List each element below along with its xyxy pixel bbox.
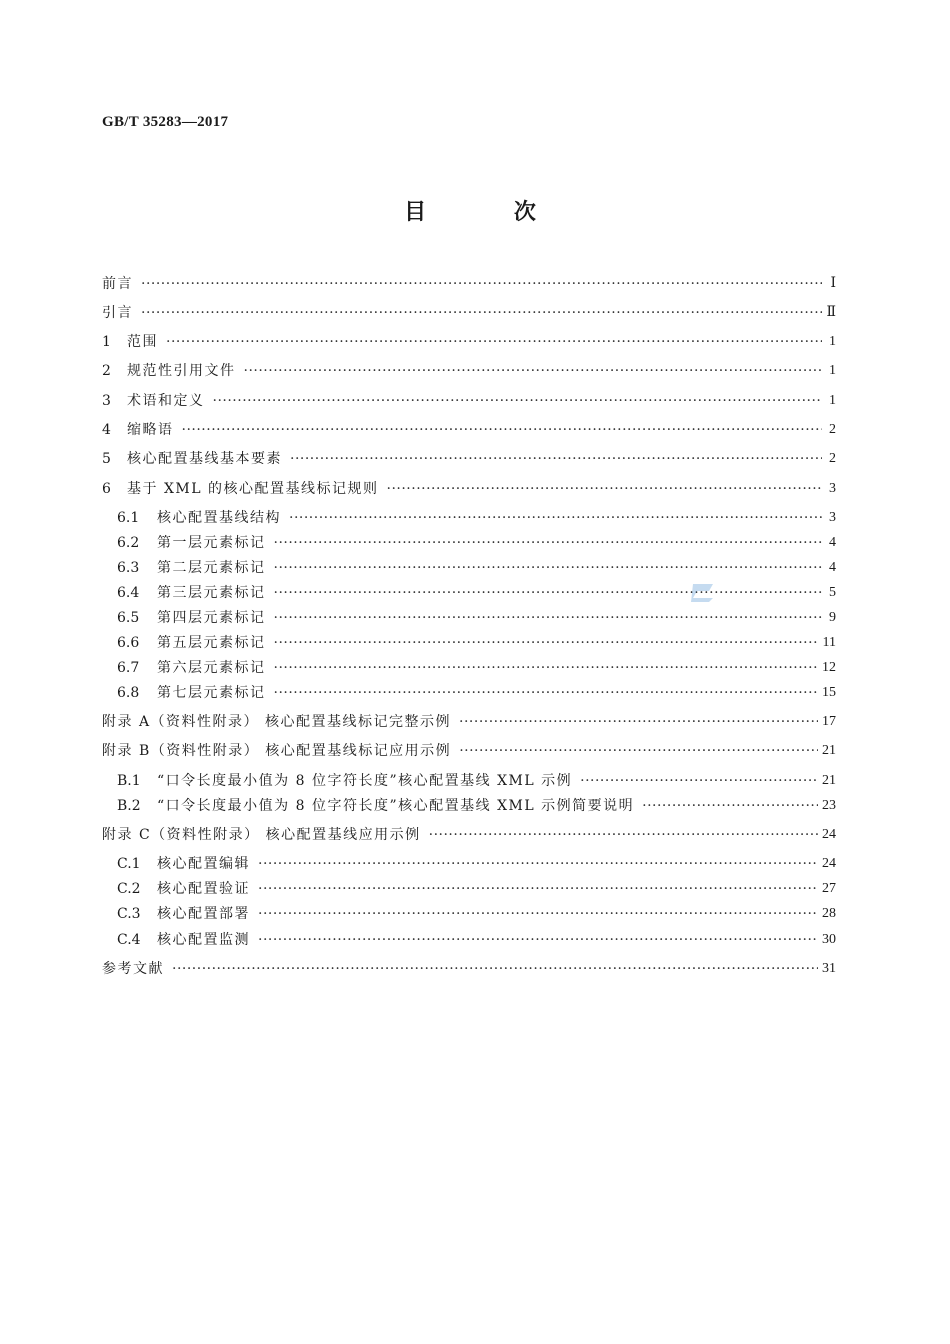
toc-entry-number: 6.3 xyxy=(117,560,140,576)
toc-entry-label: 前言 xyxy=(102,276,133,292)
toc-entry[interactable] xyxy=(117,878,836,900)
dot-leader xyxy=(642,795,818,817)
toc-entry-page-number: 24 xyxy=(822,827,836,842)
toc-entry-page-number: 21 xyxy=(822,773,836,788)
toc-entry[interactable] xyxy=(102,331,836,353)
dot-leader xyxy=(274,607,823,629)
dot-leader xyxy=(244,360,823,382)
toc-entry-number: C.4 xyxy=(117,932,141,948)
toc-entry-number: 6.4 xyxy=(117,585,140,601)
toc-entry-number: C.1 xyxy=(117,856,141,872)
toc-entry-label: 第五层元素标记 xyxy=(157,635,266,651)
toc-entry-page-number: 4 xyxy=(829,535,836,550)
toc-entry-label: 第四层元素标记 xyxy=(157,610,266,626)
dot-leader xyxy=(213,390,823,412)
toc-entry-label: 核心配置基线结构 xyxy=(157,510,281,526)
toc-entry-page-number: 12 xyxy=(822,660,836,675)
toc-entry-number: 6.8 xyxy=(117,685,140,701)
toc-entry-label: 第七层元素标记 xyxy=(157,685,266,701)
dot-leader xyxy=(290,448,822,470)
toc-entry-number: C.2 xyxy=(117,881,141,897)
toc-entry-label: 附录 A（资料性附录） 核心配置基线标记完整示例 xyxy=(102,714,452,730)
watermark-logo-icon xyxy=(689,580,717,604)
toc-entry[interactable] xyxy=(117,532,836,554)
toc-entry-page-number: 23 xyxy=(822,798,836,813)
toc-entry[interactable] xyxy=(102,302,836,324)
dot-leader xyxy=(258,903,818,925)
dot-leader xyxy=(387,478,823,500)
toc-entry[interactable] xyxy=(102,360,836,382)
dot-leader xyxy=(258,878,818,900)
toc-entry[interactable] xyxy=(117,853,836,875)
toc-entry[interactable] xyxy=(102,478,836,500)
toc-entry-label: 核心配置部署 xyxy=(157,906,250,922)
toc-entry-label: 第二层元素标记 xyxy=(157,560,266,576)
toc-entry-page-number: 1 xyxy=(829,334,836,349)
toc-entry-page-number: Ⅱ xyxy=(826,305,836,320)
toc-entry[interactable] xyxy=(102,390,836,412)
toc-entry-page-number: 11 xyxy=(822,635,836,650)
toc-entry-page-number: 24 xyxy=(822,856,836,871)
toc-entry-label: 术语和定义 xyxy=(127,393,205,409)
dot-leader xyxy=(274,582,823,604)
toc-entry-number: 6.7 xyxy=(117,660,140,676)
toc-entry-label: 引言 xyxy=(102,305,133,321)
dot-leader xyxy=(459,711,818,733)
toc-entry-page-number: 27 xyxy=(822,881,836,896)
toc-entry[interactable] xyxy=(117,557,836,579)
toc-entry-label: 参考文献 xyxy=(102,961,164,977)
toc-entry-label: 核心配置编辑 xyxy=(157,856,250,872)
toc-entry-label: 核心配置监测 xyxy=(157,932,250,948)
toc-entry[interactable] xyxy=(102,711,836,733)
toc-entry-label: 核心配置基线基本要素 xyxy=(127,451,282,467)
toc-entry-number: 3 xyxy=(102,393,111,409)
toc-entry[interactable] xyxy=(102,740,836,762)
dot-leader xyxy=(258,929,818,951)
toc-entry-page-number: 3 xyxy=(829,510,836,525)
toc-title: 目 次 xyxy=(404,200,576,225)
toc-entry-label: 规范性引用文件 xyxy=(127,363,236,379)
toc-entry[interactable] xyxy=(117,770,836,792)
dot-leader xyxy=(580,770,818,792)
toc-entry-page-number: 2 xyxy=(829,451,836,466)
toc-entry[interactable] xyxy=(117,795,836,817)
toc-entry[interactable] xyxy=(117,682,836,704)
toc-entry[interactable] xyxy=(117,582,836,604)
toc-entry-number: 6.1 xyxy=(117,510,140,526)
toc-entry[interactable] xyxy=(117,507,836,529)
toc-entry-page-number: 3 xyxy=(829,481,836,496)
toc-entry[interactable] xyxy=(117,632,836,654)
toc-entry-label: 第三层元素标记 xyxy=(157,585,266,601)
toc-entry-number: 1 xyxy=(102,334,111,350)
table-of-contents xyxy=(102,0,836,1344)
toc-entry-page-number: 2 xyxy=(829,422,836,437)
dot-leader xyxy=(258,853,818,875)
toc-entry[interactable] xyxy=(102,419,836,441)
toc-entry[interactable] xyxy=(117,929,836,951)
toc-entry-label: 范围 xyxy=(127,334,158,350)
dot-leader xyxy=(459,740,818,762)
toc-entry[interactable] xyxy=(102,448,836,470)
toc-entry-page-number: 31 xyxy=(822,961,836,976)
toc-entry[interactable] xyxy=(117,607,836,629)
dot-leader xyxy=(274,632,819,654)
toc-entry-page-number: 30 xyxy=(822,932,836,947)
toc-entry[interactable] xyxy=(117,657,836,679)
toc-entry[interactable] xyxy=(102,273,836,295)
dot-leader xyxy=(166,331,822,353)
toc-entry-label: 第一层元素标记 xyxy=(157,535,266,551)
toc-entry-page-number: 5 xyxy=(829,585,836,600)
toc-entry-label: “口令长度最小值为 8 位字符长度”核心配置基线 XML 示例简要说明 xyxy=(157,798,635,814)
toc-entry-label: 核心配置验证 xyxy=(157,881,250,897)
toc-entry-number: B.2 xyxy=(117,798,141,814)
dot-leader xyxy=(274,657,819,679)
dot-leader xyxy=(182,419,823,441)
dot-leader xyxy=(429,824,818,846)
toc-entry[interactable] xyxy=(117,903,836,925)
toc-entry-number: C.3 xyxy=(117,906,141,922)
toc-entry-label: “口令长度最小值为 8 位字符长度”核心配置基线 XML 示例 xyxy=(157,773,573,789)
toc-entry-number: 4 xyxy=(102,422,111,438)
toc-entry-number: 6.2 xyxy=(117,535,140,551)
toc-entry-number: 2 xyxy=(102,363,111,379)
standard-code: GB/T 35283—2017 xyxy=(102,114,229,130)
dot-leader xyxy=(274,682,819,704)
toc-entry-page-number: 15 xyxy=(822,685,836,700)
dot-leader xyxy=(289,507,822,529)
toc-entry-page-number: 9 xyxy=(829,610,836,625)
dot-leader xyxy=(141,302,822,324)
toc-entry-number: 6.6 xyxy=(117,635,140,651)
toc-entry-page-number: 21 xyxy=(822,743,836,758)
toc-entry-page-number: 4 xyxy=(829,560,836,575)
toc-entry-number: 6 xyxy=(102,481,111,497)
toc-entry-page-number: 17 xyxy=(822,714,836,729)
toc-entry-number: 5 xyxy=(102,451,111,467)
toc-entry-label: 基于 XML 的核心配置基线标记规则 xyxy=(127,481,379,497)
toc-entry-page-number: 28 xyxy=(822,906,836,921)
toc-entry-page-number: 1 xyxy=(829,393,836,408)
dot-leader xyxy=(274,557,823,579)
toc-entry-label: 附录 C（资料性附录） 核心配置基线应用示例 xyxy=(102,827,421,843)
toc-entry[interactable] xyxy=(102,824,836,846)
dot-leader xyxy=(172,958,818,980)
dot-leader xyxy=(274,532,823,554)
dot-leader xyxy=(141,273,822,295)
toc-entry-page-number: Ⅰ xyxy=(830,276,836,291)
toc-entry-label: 缩略语 xyxy=(127,422,174,438)
toc-entry[interactable] xyxy=(102,958,836,980)
toc-entry-label: 第六层元素标记 xyxy=(157,660,266,676)
toc-entry-page-number: 1 xyxy=(829,363,836,378)
toc-entry-label: 附录 B（资料性附录） 核心配置基线标记应用示例 xyxy=(102,743,452,759)
toc-entry-number: 6.5 xyxy=(117,610,140,626)
toc-entry-number: B.1 xyxy=(117,773,141,789)
